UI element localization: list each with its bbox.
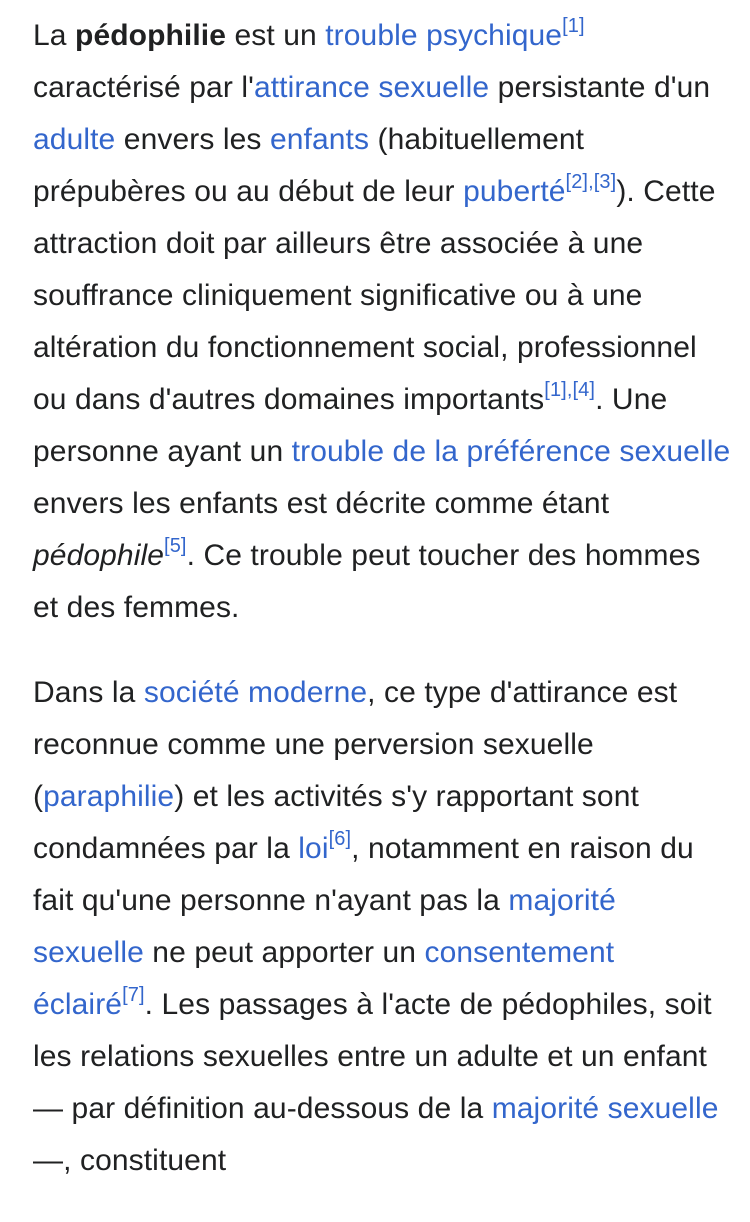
- text: ne peut apporter un: [143, 936, 425, 969]
- reference-6: [329, 828, 352, 850]
- text: envers les: [115, 123, 270, 156]
- article-subject: pédophilie: [75, 19, 227, 52]
- text: , ce type d'attirance est reconnue comme une perversion sexuelle (: [33, 676, 678, 813]
- link-trouble-preference-sexuelle[interactable]: trouble de la préférence sexuelle: [291, 435, 731, 468]
- reference-1: [562, 15, 585, 37]
- reference-link[interactable]: [2]: [565, 171, 589, 193]
- text: La: [33, 19, 76, 52]
- reference-5: [164, 535, 187, 557]
- link-consentement-eclaire[interactable]: consentement éclairé: [33, 936, 615, 1021]
- text: Dans la: [33, 676, 144, 709]
- reference-link[interactable]: [6]: [328, 828, 352, 850]
- text: . Une personne ayant un: [33, 383, 668, 468]
- link-puberte[interactable]: puberté: [463, 175, 566, 208]
- reference-link[interactable]: [1]: [562, 15, 585, 37]
- text: ) et les activités s'y rapportant sont condamnées par la: [33, 780, 639, 865]
- link-majorite-sexuelle[interactable]: majorité sexuelle: [33, 884, 616, 969]
- link-adulte[interactable]: adulte: [33, 123, 116, 156]
- paragraph-definition: [33, 10, 733, 634]
- link-majorite-sexuelle-2[interactable]: majorité sexuelle: [491, 1092, 719, 1125]
- text: caractérisé par l': [33, 71, 254, 104]
- reference-separator: ,: [588, 171, 594, 193]
- text: , notamment en raison du fait qu'une personne n'ayant pas la: [33, 832, 694, 917]
- reference-link[interactable]: [5]: [164, 535, 187, 557]
- italic-term: pédophile: [33, 539, 165, 572]
- paragraph-society: [33, 667, 733, 1187]
- text: . Les passages à l'acte de pédophiles, soit les relations sexuelles entre un adulte et un enfant — par définition au-dessous de la: [33, 988, 712, 1125]
- link-attirance-sexuelle[interactable]: attirance sexuelle: [253, 71, 490, 104]
- reference-link[interactable]: [1]: [544, 379, 567, 401]
- text: —, constituent: [33, 1144, 227, 1177]
- text: ). Cette attraction doit par ailleurs être associée à une souffrance cliniquement significative ou à une altération du fonctionnement social, professionnel ou dans d'autres domaines importants: [33, 175, 716, 416]
- reference-link[interactable]: [3]: [593, 171, 617, 193]
- reference-link[interactable]: [7]: [122, 984, 145, 1006]
- reference-link[interactable]: [4]: [572, 379, 596, 401]
- reference-1-4: [544, 379, 595, 401]
- text: . Ce trouble peut toucher des hommes et des femmes.: [33, 539, 701, 624]
- link-loi[interactable]: loi: [298, 832, 329, 865]
- text: est un: [226, 19, 326, 52]
- link-paraphilie[interactable]: paraphilie: [43, 780, 175, 813]
- reference-7: [122, 984, 145, 1006]
- article-body: [33, 10, 733, 1187]
- text: persistante d'un: [489, 71, 711, 104]
- link-societe-moderne[interactable]: société moderne: [143, 676, 368, 709]
- reference-2-3: [566, 171, 617, 193]
- text: envers les enfants est décrite comme étant: [33, 487, 610, 520]
- reference-separator: ,: [566, 379, 573, 401]
- text: (habituellement prépubères ou au début de leur: [33, 123, 585, 208]
- link-enfants[interactable]: enfants: [269, 123, 370, 156]
- link-trouble-psychique[interactable]: trouble psychique: [325, 19, 563, 52]
